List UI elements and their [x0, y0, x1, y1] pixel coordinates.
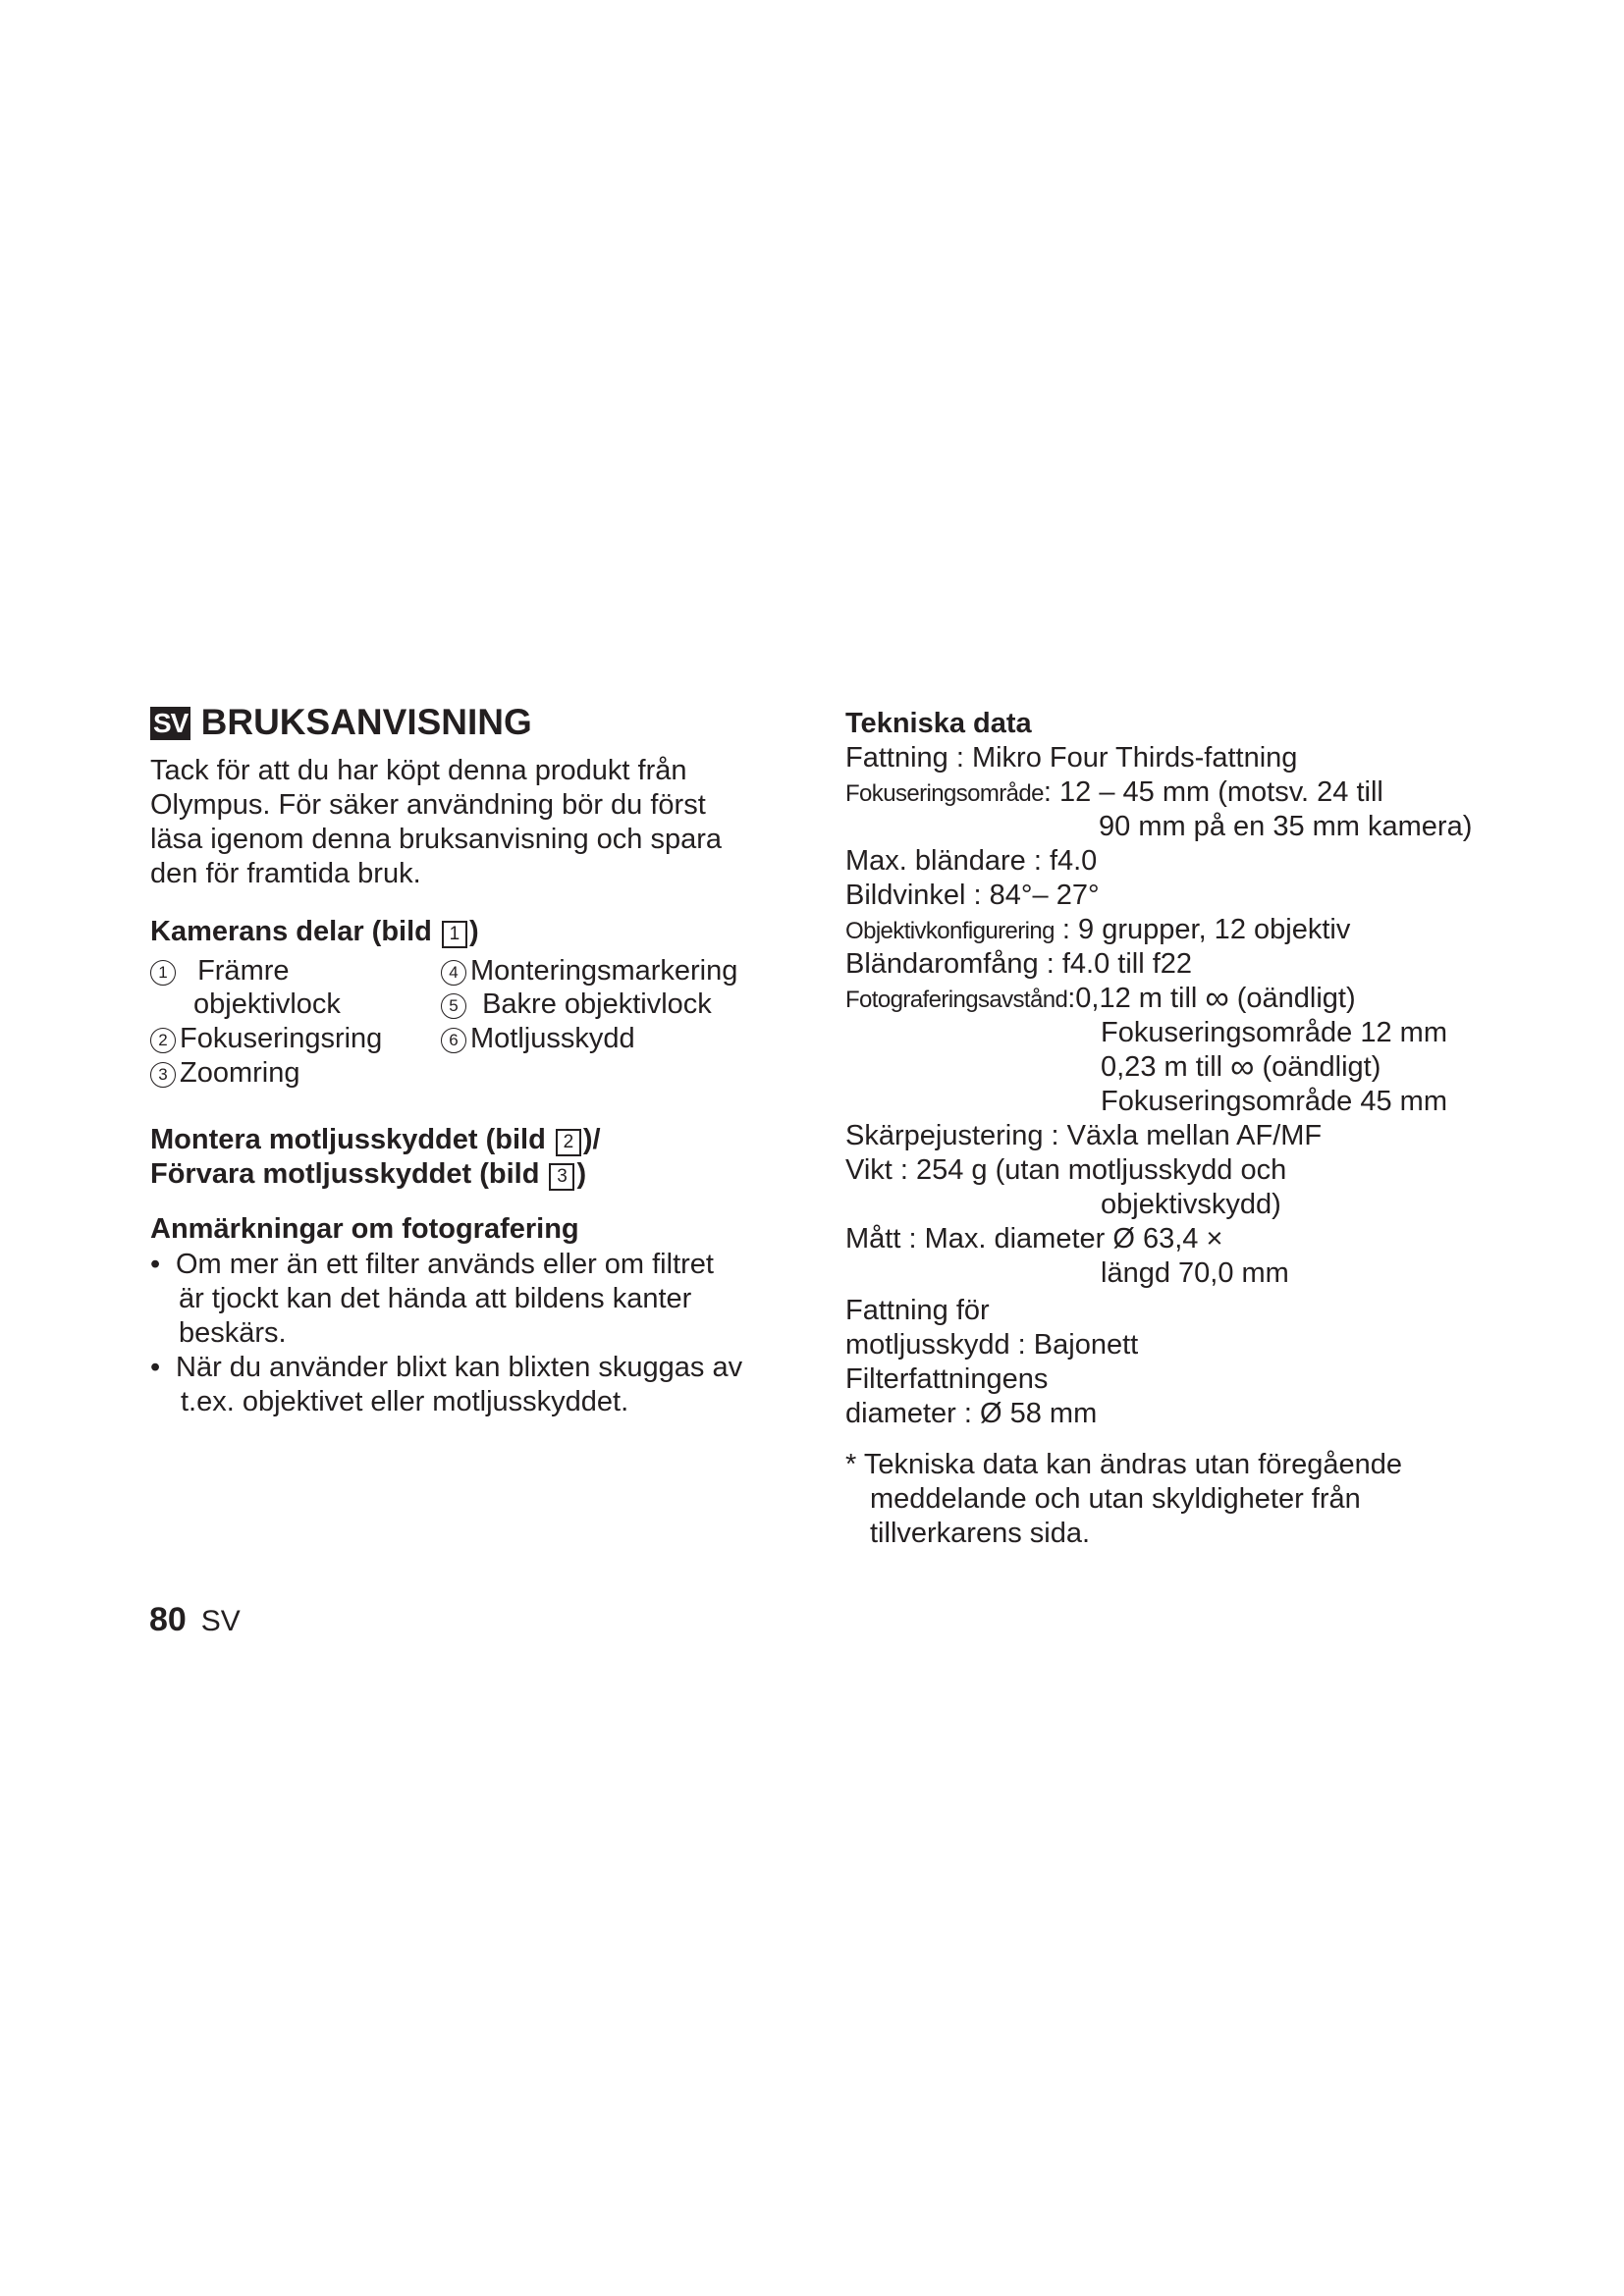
part-item-1-cont: objektivlock	[193, 988, 341, 1020]
spec-af: Skärpejustering : Växla mellan AF/MF	[845, 1120, 1323, 1151]
figure-ref-3: 3	[549, 1163, 574, 1191]
item-number: 2	[150, 1028, 176, 1053]
intro-line: läsa igenom denna bruksanvisning och spara	[150, 824, 722, 855]
hood-heading-end: )	[576, 1158, 587, 1190]
note-line: Om mer än ett filter används eller om filtret	[176, 1249, 714, 1280]
hood-heading-line2	[150, 1157, 586, 1192]
spec-dimensions-cont: längd 70,0 mm	[1101, 1257, 1289, 1289]
bullet: •	[150, 1352, 161, 1383]
spec-value: 0,23 m till	[1101, 1051, 1231, 1083]
part-item-2	[150, 1022, 382, 1056]
infinity-symbol: ∞	[1205, 980, 1229, 1017]
spec-range: Bländaromfång : f4.0 till f22	[845, 948, 1193, 980]
intro-line: Olympus. För säker användning bör du först	[150, 789, 706, 821]
item-label: Motljusskydd	[470, 1023, 635, 1054]
spec-label: Fokuseringsområde	[845, 780, 1044, 807]
spec-hood-mount: Fattning för	[845, 1295, 990, 1326]
spec-distance-note: Fokuseringsområde 12 mm	[1101, 1017, 1447, 1048]
spec-config	[845, 913, 1350, 948]
item-label: Bakre objektivlock	[482, 988, 712, 1020]
spec-value: : 9 grupper, 12 objektiv	[1054, 914, 1351, 945]
hood-heading-text: Montera motljusskyddet (bild	[150, 1124, 554, 1155]
spec-hood-mount-cont: motljusskydd : Bajonett	[845, 1329, 1139, 1361]
spec-angle: Bildvinkel : 84°– 27°	[845, 880, 1100, 911]
spec-value: : 12 – 45 mm (motsv. 24 till	[1043, 776, 1383, 808]
part-item-6	[441, 1022, 635, 1056]
hood-heading-text: Förvara motljusskyddet (bild	[150, 1158, 548, 1190]
item-number: 5	[441, 993, 466, 1019]
item-label: Främre	[197, 955, 290, 987]
parts-heading-end: )	[468, 916, 479, 947]
item-label: Monteringsmarkering	[470, 955, 738, 987]
notes-heading: Anmärkningar om fotografering	[150, 1213, 579, 1245]
note-line: t.ex. objektivet eller motljusskyddet.	[181, 1386, 629, 1417]
page-footer	[149, 1600, 241, 1641]
spec-value-suffix: (oändligt)	[1254, 1051, 1381, 1083]
spec-distance-note: Fokuseringsområde 45 mm	[1101, 1086, 1447, 1117]
disclaimer-line: * Tekniska data kan ändras utan föregående	[845, 1449, 1402, 1480]
spec-filter-cont: diameter : Ø 58 mm	[845, 1398, 1098, 1429]
section-title	[150, 701, 532, 744]
part-item-4	[441, 954, 737, 988]
specs-heading: Tekniska data	[845, 708, 1032, 739]
language-tag-badge: SV	[150, 707, 190, 740]
spec-mount: Fattning : Mikro Four Thirds-fattning	[845, 742, 1298, 774]
footer-language: SV	[200, 1605, 241, 1637]
spec-label: Fotograferingsavstånd	[845, 987, 1068, 1013]
page-number: 80	[149, 1601, 187, 1638]
hood-heading-line1	[150, 1123, 601, 1157]
intro-line: den för framtida bruk.	[150, 858, 421, 889]
item-number: 1	[150, 960, 176, 986]
spec-distance-2	[1101, 1050, 1380, 1085]
parts-heading	[150, 915, 479, 949]
spec-focal	[845, 775, 1383, 811]
part-item-3	[150, 1056, 300, 1091]
disclaimer-line: tillverkarens sida.	[870, 1518, 1091, 1549]
item-number: 6	[441, 1028, 466, 1053]
figure-ref-1: 1	[442, 921, 467, 948]
spec-value-suffix: (oändligt)	[1228, 983, 1356, 1014]
disclaimer-line: meddelande och utan skyldigheter från	[870, 1483, 1361, 1515]
intro-line: Tack för att du har köpt denna produkt från	[150, 755, 687, 786]
hood-heading-end: )/	[582, 1124, 601, 1155]
spec-weight-cont: objektivskydd)	[1101, 1189, 1281, 1220]
page-title: BRUKSANVISNING	[200, 702, 532, 742]
infinity-symbol: ∞	[1230, 1048, 1255, 1086]
item-number: 4	[441, 960, 466, 986]
bullet: •	[150, 1249, 161, 1280]
note-line: är tjockt kan det hända att bildens kanter	[179, 1283, 692, 1314]
figure-ref-2: 2	[556, 1129, 581, 1156]
parts-heading-text: Kamerans delar (bild	[150, 916, 440, 947]
note-line: beskärs.	[179, 1317, 287, 1349]
spec-focal-cont: 90 mm på en 35 mm kamera)	[1099, 811, 1473, 842]
note-line: När du använder blixt kan blixten skuggas av	[176, 1352, 743, 1383]
spec-distance	[845, 982, 1356, 1017]
spec-label: Objektivkonfigurering	[845, 918, 1055, 944]
item-label: Zoomring	[180, 1057, 300, 1089]
part-item-1	[150, 954, 290, 988]
spec-aperture: Max. bländare : f4.0	[845, 845, 1098, 877]
spec-weight: Vikt : 254 g (utan motljusskydd och	[845, 1154, 1287, 1186]
spec-value: :0,12 m till	[1067, 983, 1206, 1014]
item-number: 3	[150, 1062, 176, 1088]
spec-filter: Filterfattningens	[845, 1363, 1049, 1395]
part-item-5	[441, 988, 712, 1022]
spec-dimensions: Mått : Max. diameter Ø 63,4 ×	[845, 1223, 1223, 1255]
item-label: Fokuseringsring	[180, 1023, 383, 1054]
